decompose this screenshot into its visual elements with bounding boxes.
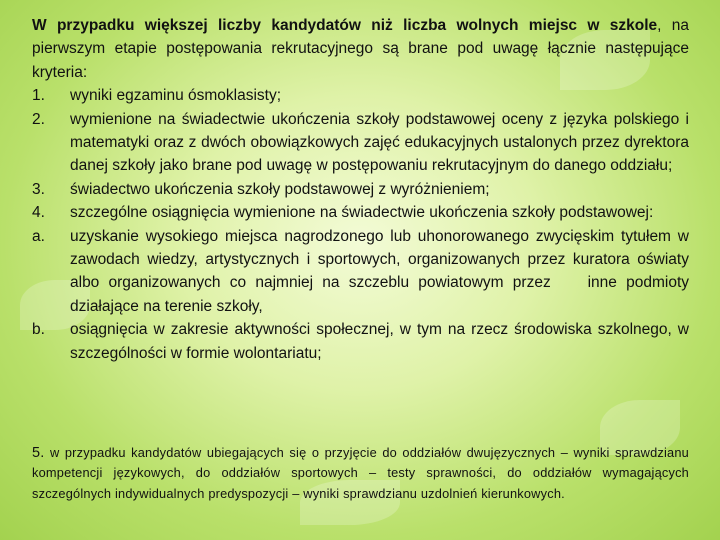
item-5-marker: 5. (32, 444, 45, 461)
intro-rest: , na pierwszym etapie postępowania rekrutacyjnego są brane pod uwagę łącznie następujące kryteria: (32, 17, 689, 81)
list-item-text: uzyskanie wysokiego miejsca nagrodzonego lub uhonorowanego zwycięskim tytułem w zawodach wiedzy, artystycznych i sportowych, organizowanych przez kuratora oświaty albo organizowanych co najmniej na szczeblu powiatowym przez inne podmioty działające na terenie szkoły, (70, 227, 694, 315)
list-item (32, 178, 689, 201)
list-marker: b. (32, 321, 45, 339)
list-marker: 2. (32, 110, 45, 128)
item-5-text: w przypadku kandydatów ubiegających się o przyjęcie do oddziałów dwujęzycznych – wyniki sprawdzianu kompetencji językowych, do oddziałów sportowych – testy sprawności, do oddziałów wymagających szczególnych indywidualnych predyspozycji – wyniki sprawdzianu uzdolnień kierunkowych. (32, 444, 689, 501)
list-marker: 3. (32, 180, 45, 198)
list-item-text: wymienione na świadectwie ukończenia szkoły podstawowej oceny z języka polskiego i matematyki oraz z dwóch obowiązkowych zajęć edukacyjnych ustalonych przez dyrektora danej szkoły jako brane pod uwagę w postępowaniu rekrutacyjnym do danego oddziału; (70, 110, 689, 175)
list-item (32, 318, 689, 365)
list-marker: a. (32, 227, 45, 245)
list-item-text: osiągnięcia w zakresie aktywności społecznej, w tym na rzecz środowiska szkolnego, w szczególności w formie wolontariatu; (70, 321, 689, 362)
list-item (32, 201, 689, 224)
intro-bold: W przypadku większej liczby kandydatów niż liczba wolnych miejsc w szkole (32, 17, 658, 34)
list-item-text: szczególne osiągnięcia wymienione na świadectwie ukończenia szkoły podstawowej: (70, 204, 654, 222)
list-item (32, 84, 689, 107)
list-marker: 4. (32, 204, 45, 222)
list-item-text: świadectwo ukończenia szkoły podstawowej z wyróżnieniem; (70, 180, 490, 198)
intro-paragraph (32, 14, 689, 84)
list-item (32, 225, 694, 319)
list-marker: 1. (32, 87, 45, 105)
list-item (32, 108, 689, 178)
item-5-paragraph (32, 443, 689, 505)
list-item-text: wyniki egzaminu ósmoklasisty; (70, 87, 282, 105)
criteria-text-block (32, 14, 694, 365)
